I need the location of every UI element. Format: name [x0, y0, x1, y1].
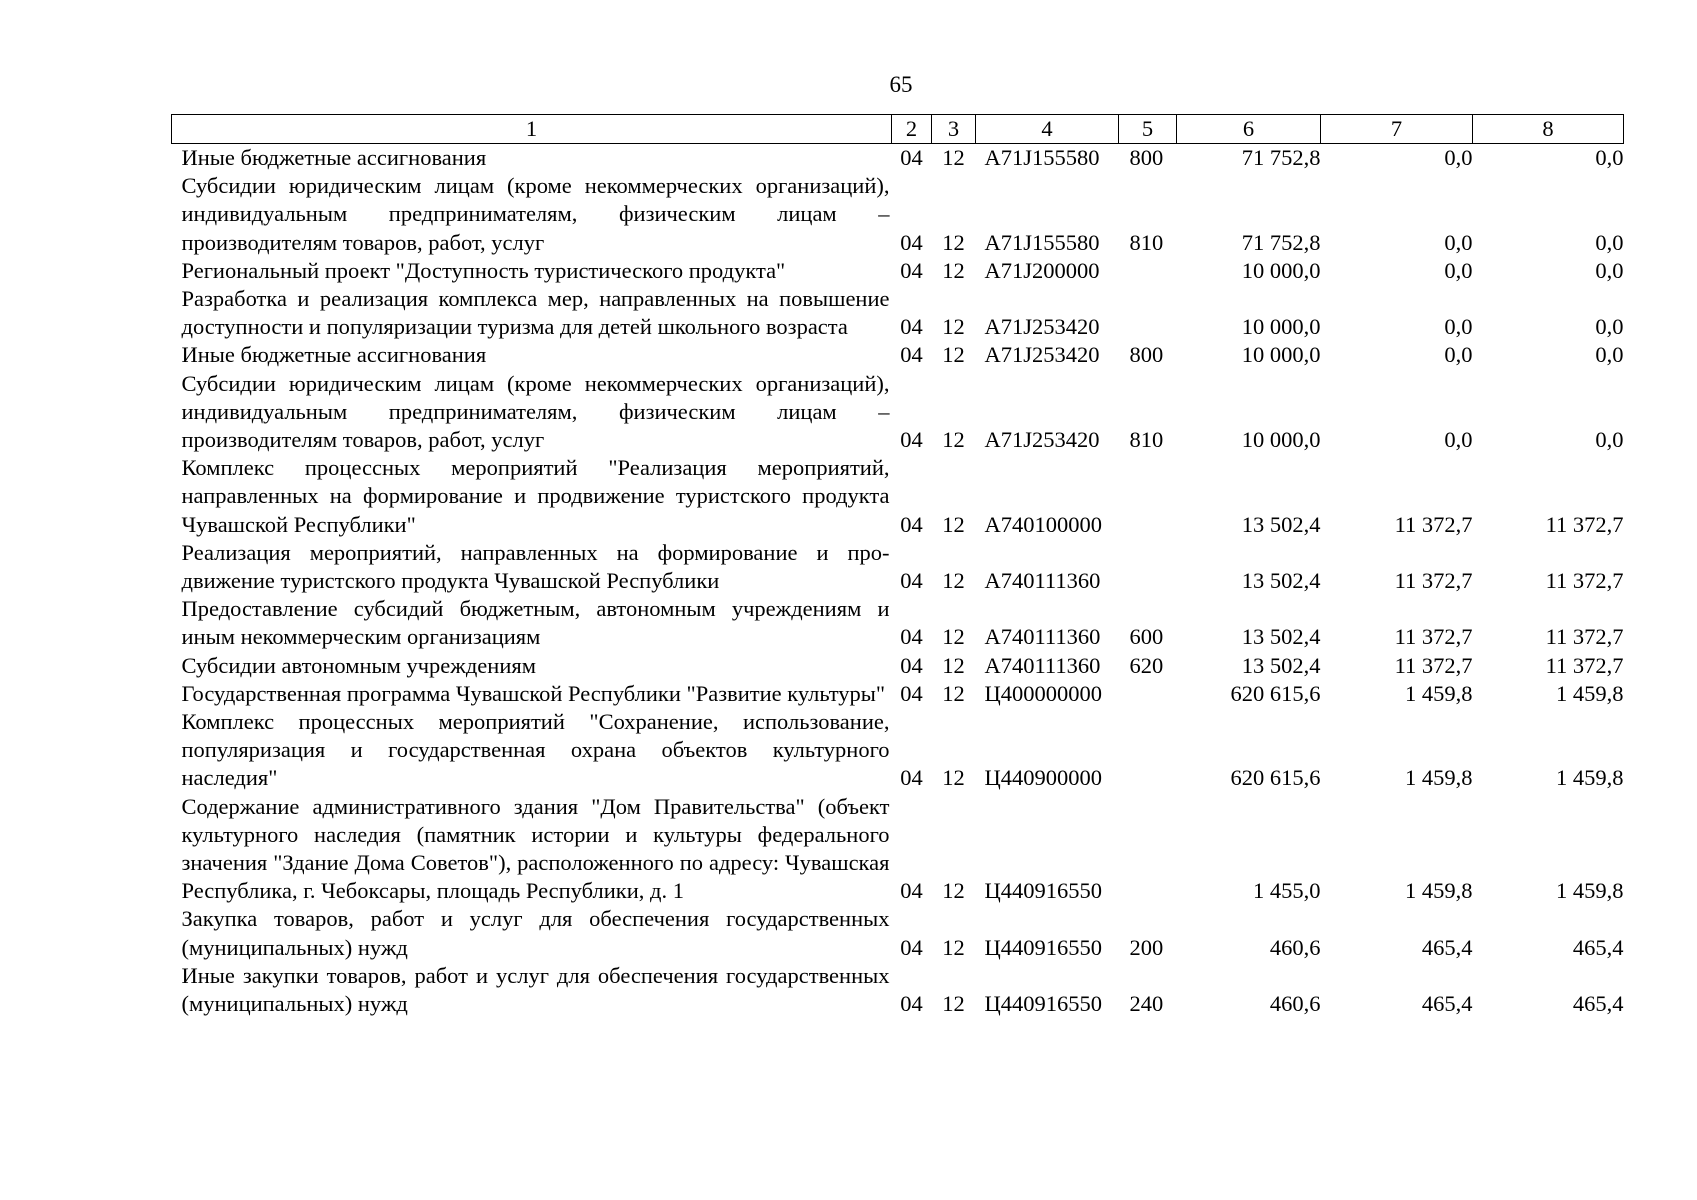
row-section: 04 [900, 680, 923, 706]
table-row [172, 285, 1624, 341]
row-amount-1: 10 000,0 [1241, 314, 1321, 340]
row-expense-type: 800 [1129, 145, 1164, 170]
table-row [172, 652, 1624, 680]
row-target-article: А71J253420 [984, 314, 1100, 340]
row-section: 04 [900, 145, 923, 170]
row-amount-1: 620 615,6 [1230, 680, 1321, 706]
row-subsection: 12 [942, 680, 965, 706]
row-expense-type [1119, 708, 1177, 793]
row-amount-1: 13 502,4 [1241, 568, 1321, 594]
row-expense-type: 620 [1129, 652, 1164, 678]
row-expense-type: 810 [1129, 229, 1164, 255]
table-row [172, 341, 1624, 369]
row-amount-3: 11 372,7 [1545, 511, 1624, 537]
row-amount-3: 1 459,8 [1556, 680, 1624, 706]
table-row [172, 793, 1624, 906]
row-amount-2: 1 459,8 [1405, 680, 1473, 706]
table-row [172, 257, 1624, 285]
row-target-article: А71J253420 [984, 342, 1100, 368]
row-target-article: А71J253420 [984, 427, 1100, 453]
row-amount-3: 465,4 [1572, 991, 1624, 1017]
column-number-header [172, 115, 1624, 144]
row-amount-1: 13 502,4 [1241, 652, 1321, 678]
row-amount-2: 11 372,7 [1394, 568, 1473, 594]
row-amount-3: 11 372,7 [1545, 652, 1624, 678]
row-expense-type: 800 [1129, 342, 1164, 368]
row-subsection: 12 [942, 624, 965, 650]
row-name: Разработка и реализация комплекса мер, направленных на повышение доступности и популяризации туризма для детей школьного возраста [181, 286, 890, 340]
row-amount-2: 1 459,8 [1405, 878, 1473, 904]
row-section: 04 [900, 624, 923, 650]
row-amount-3: 465,4 [1572, 934, 1624, 960]
column-header-subsection: 3 [932, 115, 976, 144]
row-amount-3: 1 459,8 [1556, 765, 1624, 791]
row-subsection: 12 [942, 652, 965, 678]
row-section: 04 [900, 257, 923, 283]
row-target-article: А740100000 [984, 511, 1102, 537]
page-number: 65 [889, 72, 913, 97]
row-name: Субсидии юридическим лицам (кроме некоммерческих организаций), индивидуальным предпринимателям, физическим лицам – производителям товаров, работ, услуг [181, 370, 890, 453]
row-expense-type: 240 [1129, 991, 1164, 1017]
row-name: Субсидии юридическим лицам (кроме некоммерческих организаций), индивидуальным предпринимателям, физическим лицам – производителям товаров, работ, услуг [181, 173, 890, 255]
row-expense-type [1119, 257, 1177, 285]
column-header-amount-1: 6 [1177, 115, 1321, 144]
row-section: 04 [900, 427, 923, 453]
row-subsection: 12 [942, 991, 965, 1017]
row-subsection: 12 [942, 145, 965, 170]
row-section: 04 [900, 652, 923, 678]
row-amount-3: 0,0 [1595, 145, 1624, 170]
row-section: 04 [900, 229, 923, 255]
row-subsection: 12 [942, 427, 965, 453]
row-subsection: 12 [942, 314, 965, 340]
row-amount-1: 620 615,6 [1230, 765, 1321, 791]
row-target-article: А71J155580 [984, 229, 1100, 255]
row-amount-1: 10 000,0 [1241, 342, 1321, 368]
row-section: 04 [900, 765, 923, 791]
row-name: Комплекс процессных мероприятий "Реализация мероприятий, направленных на формирование и продвижение туристского продукта Чувашской Республики" [181, 455, 890, 537]
row-amount-2: 465,4 [1421, 934, 1473, 960]
row-amount-2: 11 372,7 [1394, 511, 1473, 537]
column-header-target-article: 4 [976, 115, 1119, 144]
budget-table [171, 114, 1624, 1018]
row-name: Комплекс процессных мероприятий "Сохранение, использование, популяризация и государственная охрана объектов культурного наследия" [181, 709, 890, 791]
table-row [172, 962, 1624, 1018]
row-amount-2: 11 372,7 [1394, 624, 1473, 650]
row-amount-2: 0,0 [1444, 229, 1473, 255]
row-name: Реализация мероприятий, направленных на формирование и продвижение туристского продукта Чувашской Республики [181, 539, 890, 594]
row-name: Предоставление субсидий бюджетным, автономным учреждениям и иным некоммерческим организациям [181, 596, 890, 650]
row-amount-2: 11 372,7 [1394, 652, 1473, 678]
row-subsection: 12 [942, 934, 965, 960]
row-subsection: 12 [942, 765, 965, 791]
table-row [172, 144, 1624, 173]
row-target-article: Ц440916550 [984, 934, 1102, 960]
row-section: 04 [900, 568, 923, 594]
column-header-amount-2: 7 [1321, 115, 1473, 144]
table-body [172, 144, 1624, 1019]
row-subsection: 12 [942, 342, 965, 368]
row-amount-3: 0,0 [1595, 229, 1624, 255]
row-subsection: 12 [942, 568, 965, 594]
row-amount-3: 11 372,7 [1545, 624, 1624, 650]
row-name: Иные бюджетные ассигнования [181, 145, 487, 170]
row-amount-2: 0,0 [1444, 145, 1473, 170]
row-expense-type [1119, 539, 1177, 595]
table-row [172, 454, 1624, 539]
row-amount-1: 1 455,0 [1253, 878, 1321, 904]
row-amount-2: 465,4 [1421, 991, 1473, 1017]
row-expense-type [1119, 454, 1177, 539]
row-amount-1: 71 752,8 [1241, 229, 1321, 255]
row-amount-2: 0,0 [1444, 342, 1473, 368]
row-amount-1: 71 752,8 [1241, 145, 1321, 170]
row-target-article: Ц440916550 [984, 991, 1102, 1017]
row-name: Закупка товаров, работ и услуг для обеспечения государственных (муниципальных) нужд [181, 906, 890, 960]
row-amount-1: 460,6 [1269, 934, 1321, 960]
row-amount-1: 10 000,0 [1241, 257, 1321, 283]
table-row [172, 172, 1624, 257]
row-amount-3: 0,0 [1595, 257, 1624, 283]
row-target-article: А740111360 [984, 652, 1101, 678]
row-section: 04 [900, 934, 923, 960]
row-subsection: 12 [942, 229, 965, 255]
row-section: 04 [900, 991, 923, 1017]
row-amount-3: 1 459,8 [1556, 878, 1624, 904]
row-expense-type: 200 [1129, 934, 1164, 960]
row-section: 04 [900, 314, 923, 340]
row-amount-3: 11 372,7 [1545, 568, 1624, 594]
table-row [172, 370, 1624, 455]
row-section: 04 [900, 878, 923, 904]
row-name: Иные бюджетные ассигнования [181, 342, 487, 368]
table-row [172, 595, 1624, 651]
row-target-article: Ц400000000 [984, 680, 1102, 706]
row-amount-2: 0,0 [1444, 314, 1473, 340]
column-header-expense-type: 5 [1119, 115, 1177, 144]
row-expense-type: 810 [1129, 427, 1164, 453]
row-amount-1: 10 000,0 [1241, 427, 1321, 453]
row-subsection: 12 [942, 511, 965, 537]
row-amount-1: 460,6 [1269, 991, 1321, 1017]
table-row [172, 708, 1624, 793]
column-header-amount-3: 8 [1473, 115, 1624, 144]
row-target-article: А740111360 [984, 624, 1101, 650]
column-header-name: 1 [172, 115, 892, 144]
row-amount-2: 0,0 [1444, 257, 1473, 283]
column-header-section: 2 [892, 115, 932, 144]
row-target-article: А71J155580 [984, 145, 1100, 170]
row-section: 04 [900, 342, 923, 368]
row-name: Государственная программа Чувашской Республики "Развитие культуры" [181, 680, 886, 706]
row-amount-1: 13 502,4 [1241, 511, 1321, 537]
row-amount-3: 0,0 [1595, 314, 1624, 340]
row-target-article: А740111360 [984, 568, 1101, 594]
row-expense-type [1119, 680, 1177, 708]
row-name: Субсидии автономным учреждениям [181, 652, 536, 678]
row-amount-2: 1 459,8 [1405, 765, 1473, 791]
row-name: Содержание административного здания "Дом Правительства" (объект культурного наследия (памятник истории и культуры федерального значения "Здание Дома Советов"), расположенного по адресу: Чувашская Республика, г. Чебоксары, площадь Республики, д. 1 [181, 793, 890, 904]
row-expense-type: 600 [1129, 624, 1164, 650]
row-section: 04 [900, 511, 923, 537]
row-amount-2: 0,0 [1444, 427, 1473, 453]
row-target-article: Ц440916550 [984, 878, 1102, 904]
table-row [172, 539, 1624, 595]
table-row [172, 905, 1624, 961]
row-subsection: 12 [942, 878, 965, 904]
row-name: Региональный проект "Доступность туристического продукта" [181, 257, 786, 283]
row-amount-3: 0,0 [1595, 427, 1624, 453]
row-target-article: Ц440900000 [984, 765, 1102, 791]
row-expense-type [1119, 793, 1177, 906]
row-target-article: А71J200000 [984, 257, 1100, 283]
row-amount-1: 13 502,4 [1241, 624, 1321, 650]
row-name: Иные закупки товаров, работ и услуг для обеспечения государственных (муниципальных) нужд [181, 962, 890, 1017]
table-row [172, 680, 1624, 708]
row-subsection: 12 [942, 257, 965, 283]
row-expense-type [1119, 285, 1177, 341]
row-amount-3: 0,0 [1595, 342, 1624, 368]
